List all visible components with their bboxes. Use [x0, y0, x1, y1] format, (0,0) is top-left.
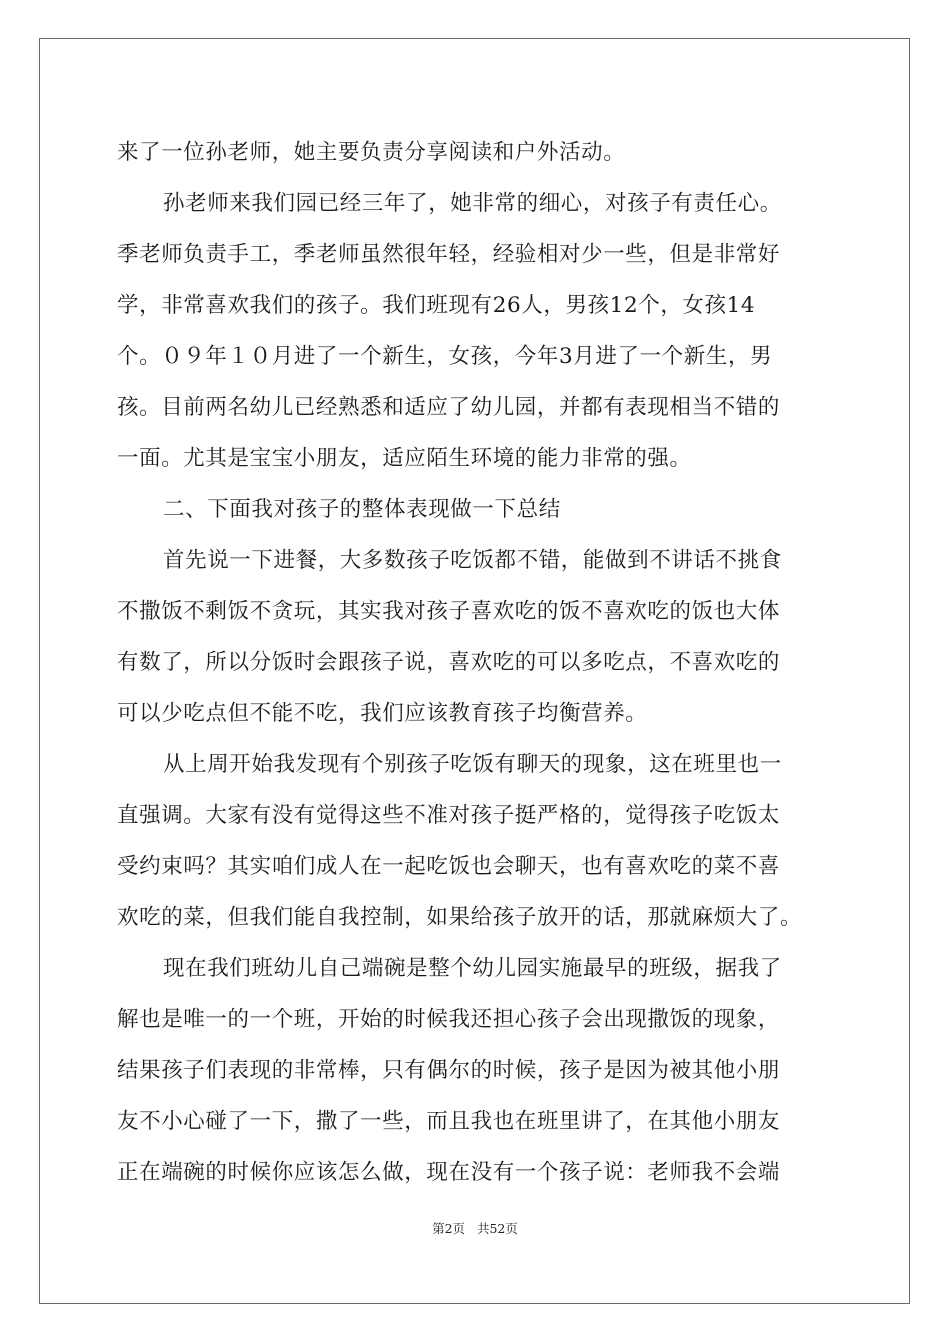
- text-line-10: 不撒饭不剩饭不贪玩，其实我对孩子喜欢吃的饭不喜欢吃的饭也大体: [117, 599, 781, 624]
- text-line-13: 从上周开始我发现有个别孩子吃饭有聊天的现象，这在班里也一: [163, 752, 782, 777]
- page-number-footer: 第2页 共52页: [432, 1221, 518, 1236]
- text-line-20: 友不小心碰了一下，撒了一些，而且我也在班里讲了，在其他小朋友: [117, 1109, 781, 1134]
- text-line-19: 结果孩子们表现的非常棒，只有偶尔的时候，孩子是因为被其他小朋: [117, 1058, 781, 1083]
- text-line-15: 受约束吗？其实咱们成人在一起吃饭也会聊天，也有喜欢吃的菜不喜: [117, 854, 781, 879]
- text-line-1: 来了一位孙老师，她主要负责分享阅读和户外活动。: [117, 140, 626, 165]
- text-line-11: 有数了，所以分饭时会跟孩子说，喜欢吃的可以多吃点，不喜欢吃的: [117, 650, 781, 675]
- text-line-4: 学，非常喜欢我们的孩子。我们班现有26人，男孩12个，女孩14: [117, 293, 756, 318]
- text-line-17: 现在我们班幼儿自己端碗是整个幼儿园实施最早的班级，据我了: [163, 956, 782, 981]
- text-line-21: 正在端碗的时候你应该怎么做，现在没有一个孩子说：老师我不会端: [117, 1160, 781, 1185]
- text-line-12: 可以少吃点但不能不吃，我们应该教育孩子均衡营养。: [117, 701, 648, 726]
- text-line-5: 个。０９年１０月进了一个新生，女孩，今年3月进了一个新生，男: [117, 344, 773, 369]
- text-line-6: 孩。目前两名幼儿已经熟悉和适应了幼儿园，并都有表现相当不错的: [117, 395, 781, 420]
- text-line-3: 季老师负责手工，季老师虽然很年轻，经验相对少一些，但是非常好: [117, 242, 781, 267]
- text-line-16: 欢吃的菜，但我们能自我控制，如果给孩子放开的话，那就麻烦大了。: [117, 905, 803, 930]
- text-line-14: 直强调。大家有没有觉得这些不准对孩子挺严格的，觉得孩子吃饭太: [117, 803, 781, 828]
- text-line-7: 一面。尤其是宝宝小朋友，适应陌生环境的能力非常的强。: [117, 446, 692, 471]
- text-line-18: 解也是唯一的一个班，开始的时候我还担心孩子会出现撒饭的现象，: [117, 1007, 781, 1032]
- document-body: [117, 127, 837, 1198]
- text-line-9: 首先说一下进餐，大多数孩子吃饭都不错，能做到不讲话不挑食: [163, 548, 782, 573]
- text-line-2: 孙老师来我们园已经三年了，她非常的细心，对孩子有责任心。: [163, 191, 782, 216]
- section-heading: 二、下面我对孩子的整体表现做一下总结: [163, 497, 561, 522]
